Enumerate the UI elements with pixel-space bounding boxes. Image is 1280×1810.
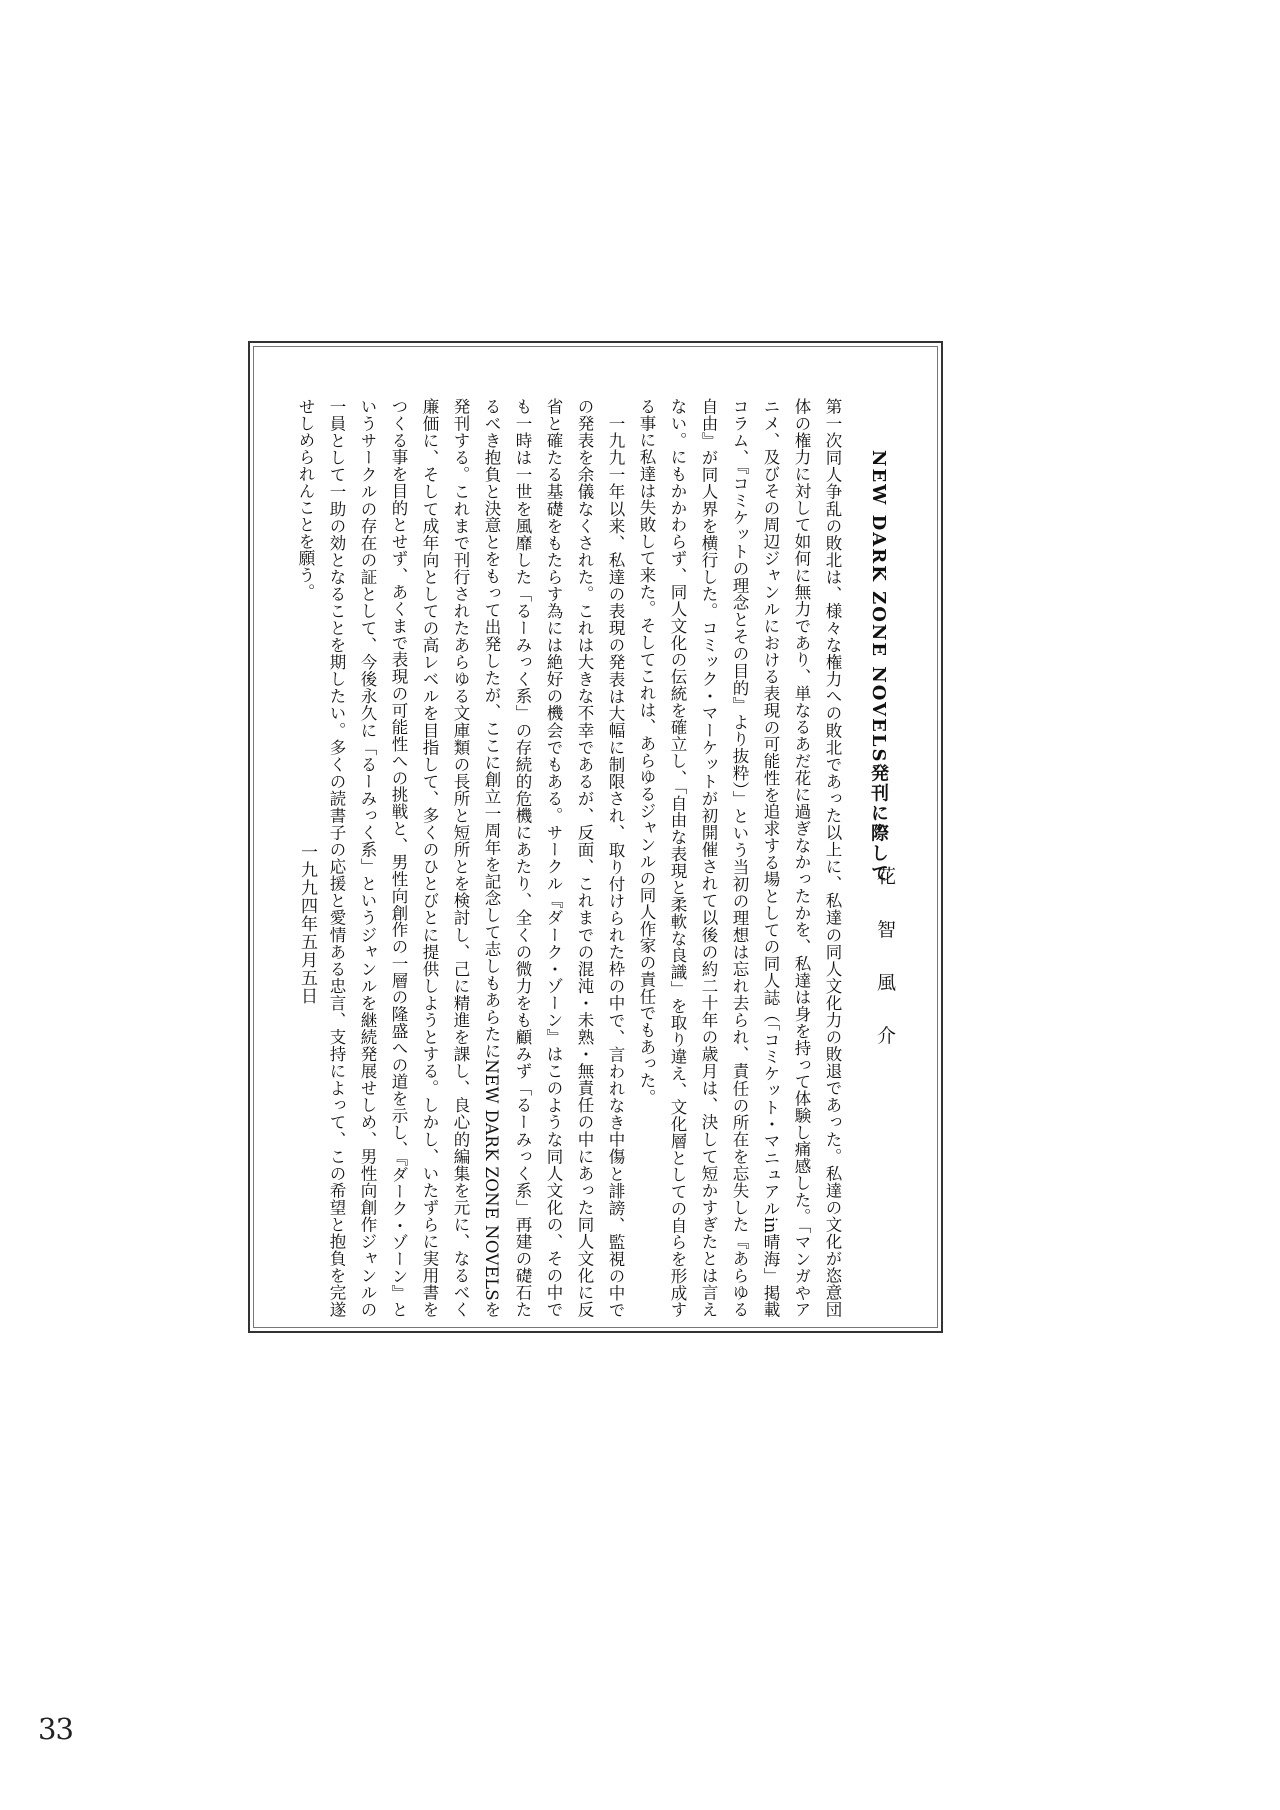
document-title: NEW DARK ZONE NOVELS発刊に際して [868, 450, 889, 884]
author-name: 花 智 風 介 [874, 866, 896, 1059]
page-number: 33 [38, 1712, 73, 1746]
publication-date: 一九九四年五月五日 [297, 843, 317, 1005]
paragraph-2: 一九九一年以来、私達の表現の発表は大幅に制限され、取り付けられた枠の中で、言われなき中傷と誹謗、監視の中での発表を余儀なくされた。これは大きな不幸であるが、反面、これまでの混沌・未熟・無責任の中にあった同人文化に反省と確たる基礎をもたらす為には絶好の機会でもある。サークル『ダーク・ゾーン』はこのような同人文化の、その中でも一時は一世を風靡した「るーみっく系」の存続的危機にあたり、全くの微力をも顧みず「るーみっく系」再建の礎石たるべき抱負と決意とをもって出発したが、ここに創立一周年を記念して志しもあらたにNEW DARK ZONE NOVELSを発刊する。これまで刊行されたあらゆる文庫類の長所と短所とを検討し、己に精進を課し、良心的編集を元に、なるべく廉価に、そして成年向としての高レベルを目指して、多くのひとびとに提供しようとする。しかし、いたずらに実用書をつくる事を目的とせず、あくまで表現の可能性への挑戦と、男性向創作の一層の隆盛への道を示し、『ダーク・ゾーン』というサークルの存在の証として、今後永久に「るーみっく系」というジャンルを継続発展せしめ、男性向創作ジャンルの一員として一助の効となることを期したい。多くの読書子の応援と愛情ある忠言、支持によって、この希望と抱負を完遂せしめられんことを願う。 [296, 398, 625, 1318]
paragraph-1: 第一次同人争乱の敗北は、様々な権力への敗北であった以上に、私達の同人文化力の敗退であった。私達の文化が恣意団体の権力に対して如何に無力であり、単なるあだ花に過ぎなかったかを、私達は身を持って体験し痛感した。「マンガやアニメ、及びその周辺ジャンルにおける表現の可能性を追求する場としての同人誌（「コミケット・マニュアルin晴海」掲載コラム、『コミケットの理念とその目的』より抜粋）」という当初の理想は忘れ去られ、責任の所在を忘失した『あらゆる自由』が同人界を横行した。コミック・マーケットが初開催されて以後の約二十年の歳月は、決して短かすぎたとは言えない。にもかかわらず、同人文化の伝統を確立し、「自由な表現と柔軟な良識」を取り違え、文化層としての自らを形成する事に私達は失敗して来た。そしてこれは、あらゆるジャンルの同人作家の責任でもあった。 [637, 398, 842, 1318]
